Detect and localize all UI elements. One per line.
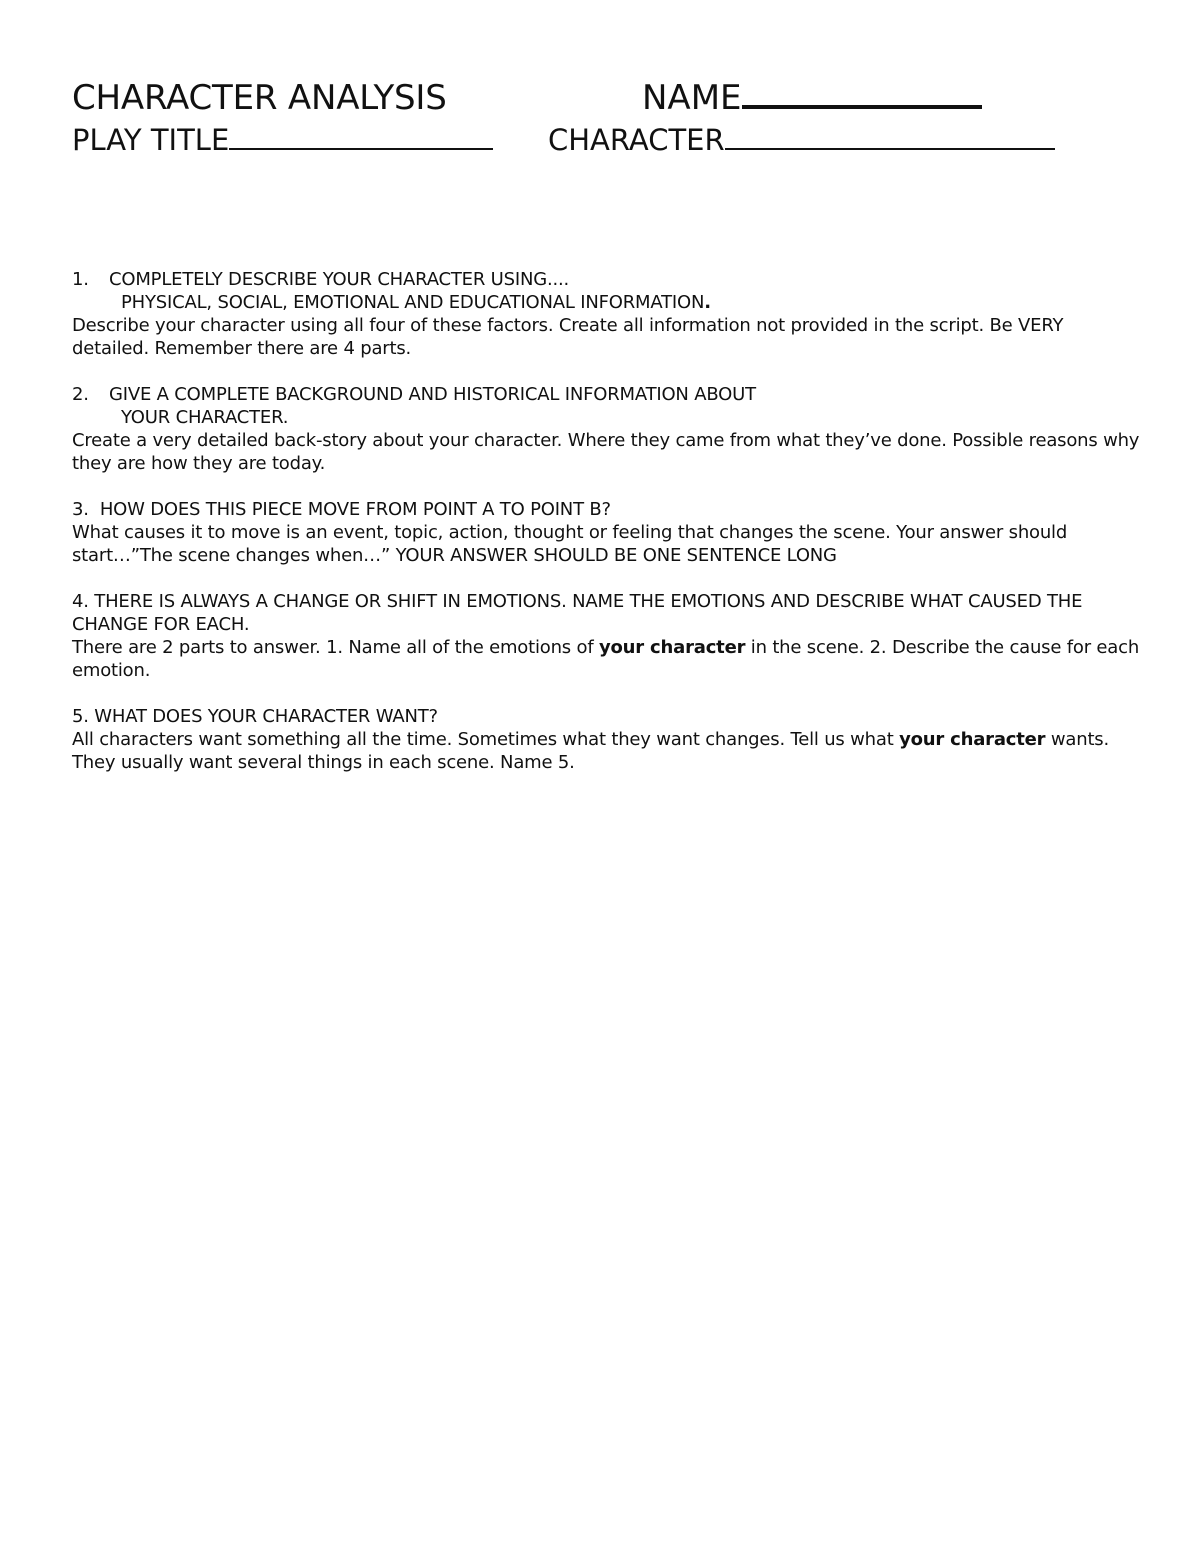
question-heading — [72, 383, 1142, 406]
question-instructions: Describe your character using all four of these factors. Create all information not provided in the script. Be VERY detailed. Remember there are 4 parts. — [72, 315, 1064, 359]
instructions-text: in the scene. 2. Describe the cause for each emotion. — [72, 637, 1140, 681]
instructions-text: All characters want something all the time. Sometimes what they want changes. Tell us what — [72, 729, 900, 750]
name-label: NAME — [642, 78, 742, 118]
emphasis-text: your character — [598, 637, 746, 658]
question-5 — [72, 705, 1142, 774]
play-title-label: PLAY TITLE — [72, 123, 230, 157]
emphasis-text: your character — [899, 729, 1046, 750]
character-label: CHARACTER — [548, 123, 725, 157]
question-heading — [72, 268, 1142, 291]
question-heading-text: GIVE A COMPLETE BACKGROUND AND HISTORICAL INFORMATION ABOUT — [109, 384, 756, 405]
play-title-blank[interactable] — [229, 124, 493, 150]
question-instructions: Create a very detailed back-story about your character. Where they came from what they’ve done. Possible reasons why they are how they are today. — [72, 430, 1140, 474]
question-instructions — [72, 636, 1142, 682]
question-heading-text: COMPLETELY DESCRIBE YOUR CHARACTER USING.... — [109, 269, 570, 290]
question-instructions: What causes it to move is an event, topic, action, thought or feeling that changes the scene. Your answer should start…”The scene changes when…” YOUR ANSWER SHOULD BE ONE SENTENCE LONG — [72, 522, 1068, 566]
name-blank[interactable] — [742, 81, 982, 109]
question-instructions — [72, 728, 1142, 751]
question-2 — [72, 383, 1142, 475]
name-field — [642, 78, 982, 118]
question-number: 2. — [72, 384, 89, 405]
question-subheading: YOUR CHARACTER. — [121, 407, 289, 428]
question-heading: 4. THERE IS ALWAYS A CHANGE OR SHIFT IN EMOTIONS. NAME THE EMOTIONS AND DESCRIBE WHAT CAUSED THE CHANGE FOR EACH. — [72, 591, 1083, 635]
character-blank[interactable] — [725, 124, 1055, 150]
question-heading: 5. WHAT DOES YOUR CHARACTER WANT? — [72, 706, 438, 727]
instructions-text: There are 2 parts to answer. 1. Name all of the emotions of — [72, 637, 599, 658]
question-list — [72, 268, 1142, 774]
page-title: CHARACTER ANALYSIS — [72, 78, 447, 118]
question-subheading: PHYSICAL, SOCIAL, EMOTIONAL AND EDUCATIONAL INFORMATION . — [72, 291, 1142, 314]
play-title-field — [72, 120, 493, 160]
question-number: 1. — [72, 269, 89, 290]
question-4 — [72, 590, 1142, 682]
question-3 — [72, 498, 1142, 567]
question-heading: 3. HOW DOES THIS PIECE MOVE FROM POINT A TO POINT B? — [72, 499, 611, 520]
question-instructions-2: They usually want several things in each scene. Name 5. — [72, 752, 575, 773]
instructions-text: wants. — [1045, 729, 1109, 750]
question-1 — [72, 268, 1142, 360]
character-field — [548, 120, 1055, 160]
